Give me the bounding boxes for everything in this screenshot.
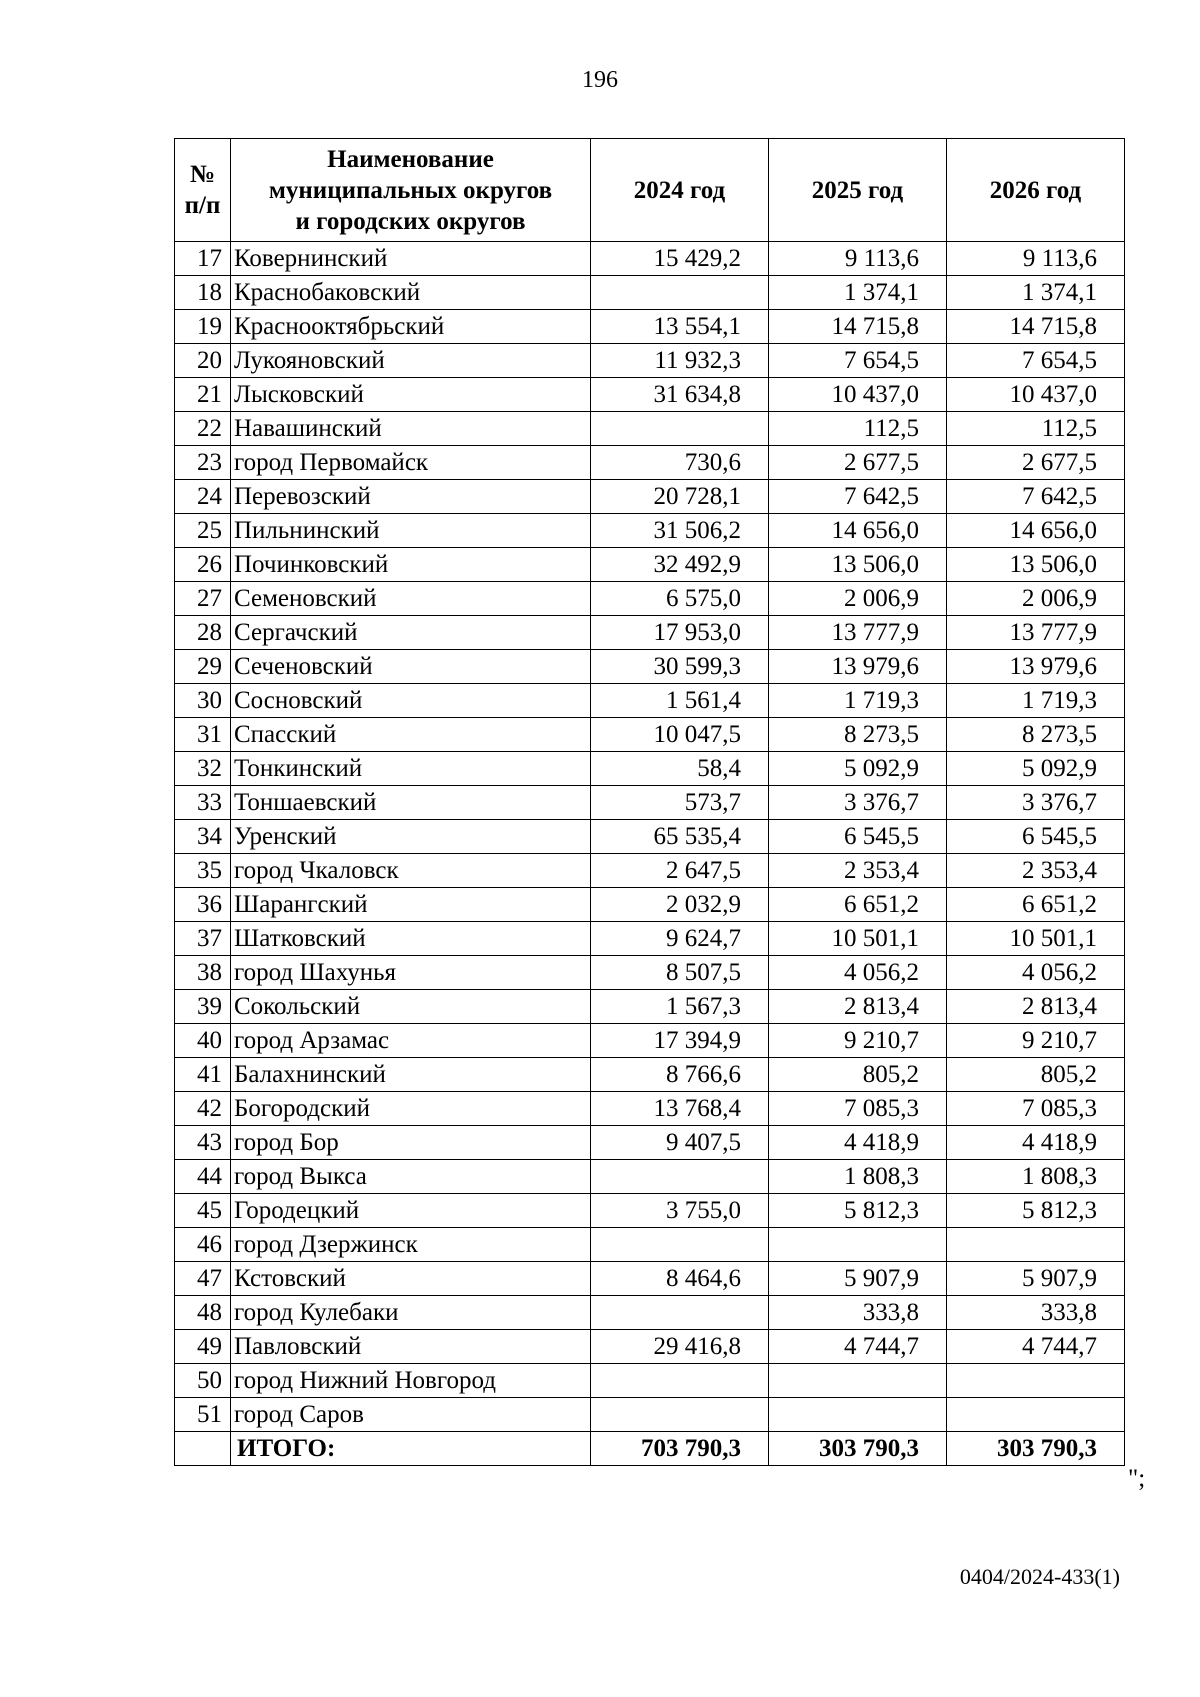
closing-quote-mark: "; [1128,1465,1146,1492]
municipality-name: Уренский [231,820,591,854]
municipality-name: город Шахунья [231,956,591,990]
table-row [175,446,1125,480]
value-2024: 2 647,5 [591,854,769,888]
total-2026: 303 790,3 [947,1432,1125,1466]
municipality-name: Перевозский [231,480,591,514]
municipality-name: Лысковский [231,378,591,412]
table-row [175,1194,1125,1228]
value-2024: 65 535,4 [591,820,769,854]
header-number-line-2: п/п [184,192,221,219]
value-2026: 10 437,0 [947,378,1125,412]
value-2024: 20 728,1 [591,480,769,514]
value-2025: 9 210,7 [769,1024,947,1058]
total-row [175,1432,1125,1466]
header-name-line-1: Наименование [327,145,494,173]
row-number: 49 [175,1330,231,1364]
value-2024 [591,1160,769,1194]
value-2026: 4 744,7 [947,1330,1125,1364]
value-2025: 5 092,9 [769,752,947,786]
municipality-name: Сеченовский [231,650,591,684]
row-number: 41 [175,1058,231,1092]
value-2026: 6 545,5 [947,820,1125,854]
row-number: 33 [175,786,231,820]
value-2025: 10 437,0 [769,378,947,412]
row-number: 42 [175,1092,231,1126]
value-2026: 4 418,9 [947,1126,1125,1160]
value-2025: 7 654,5 [769,344,947,378]
table-row [175,786,1125,820]
row-number: 35 [175,854,231,888]
municipality-name: Пильнинский [231,514,591,548]
municipality-name: Лукояновский [231,344,591,378]
value-2024: 573,7 [591,786,769,820]
value-2026: 9 210,7 [947,1024,1125,1058]
table-row [175,1296,1125,1330]
value-2026: 4 056,2 [947,956,1125,990]
row-number: 32 [175,752,231,786]
value-2025: 805,2 [769,1058,947,1092]
table-row [175,650,1125,684]
value-2026: 5 812,3 [947,1194,1125,1228]
value-2026: 6 651,2 [947,888,1125,922]
row-number: 25 [175,514,231,548]
value-2024: 8 464,6 [591,1262,769,1296]
table-row [175,242,1125,276]
value-2026: 14 715,8 [947,310,1125,344]
value-2024: 10 047,5 [591,718,769,752]
municipality-name: Сокольский [231,990,591,1024]
row-number: 31 [175,718,231,752]
municipality-name: Краснооктябрьский [231,310,591,344]
municipality-name: Балахнинский [231,1058,591,1092]
row-number: 29 [175,650,231,684]
value-2026: 13 777,9 [947,616,1125,650]
table-header [175,139,1125,242]
row-number: 27 [175,582,231,616]
value-2024: 1 567,3 [591,990,769,1024]
municipality-name: Кстовский [231,1262,591,1296]
total-label: ИТОГО: [231,1432,591,1466]
value-2025: 13 979,6 [769,650,947,684]
data-table [174,138,1125,1466]
table-row [175,1126,1125,1160]
municipality-name: город Арзамас [231,1024,591,1058]
municipality-name: Шатковский [231,922,591,956]
row-number: 34 [175,820,231,854]
municipality-name: Шарангский [231,888,591,922]
value-2024: 31 634,8 [591,378,769,412]
municipality-name: Спасский [231,718,591,752]
value-2024: 3 755,0 [591,1194,769,1228]
header-2026: 2026 год [947,139,1125,242]
table-row [175,1262,1125,1296]
row-number: 24 [175,480,231,514]
municipality-name: Сергачский [231,616,591,650]
value-2024: 9 624,7 [591,922,769,956]
municipality-name: город Дзержинск [231,1228,591,1262]
value-2024: 15 429,2 [591,242,769,276]
value-2024: 13 768,4 [591,1092,769,1126]
municipality-name: Семеновский [231,582,591,616]
table-row [175,344,1125,378]
value-2024: 32 492,9 [591,548,769,582]
value-2026: 2 006,9 [947,582,1125,616]
table-body [175,242,1125,1466]
value-2025: 14 656,0 [769,514,947,548]
table-row [175,412,1125,446]
value-2025: 2 006,9 [769,582,947,616]
municipality-name: Богородский [231,1092,591,1126]
table-row [175,956,1125,990]
value-2024: 30 599,3 [591,650,769,684]
value-2025: 4 418,9 [769,1126,947,1160]
value-2025: 3 376,7 [769,786,947,820]
table-row [175,514,1125,548]
value-2025: 1 808,3 [769,1160,947,1194]
table-row [175,820,1125,854]
table-row [175,582,1125,616]
row-number: 23 [175,446,231,480]
value-2025: 13 506,0 [769,548,947,582]
value-2025: 4 056,2 [769,956,947,990]
table-row [175,1330,1125,1364]
value-2024 [591,1296,769,1330]
value-2026: 7 085,3 [947,1092,1125,1126]
municipality-name: Краснобаковский [231,276,591,310]
table-row [175,1228,1125,1262]
municipality-name: город Чкаловск [231,854,591,888]
table-row [175,1364,1125,1398]
value-2025 [769,1228,947,1262]
table-row [175,616,1125,650]
value-2025: 9 113,6 [769,242,947,276]
value-2024: 8 766,6 [591,1058,769,1092]
value-2025: 6 545,5 [769,820,947,854]
value-2024: 11 932,3 [591,344,769,378]
row-number: 21 [175,378,231,412]
value-2026: 805,2 [947,1058,1125,1092]
total-number-cell [175,1432,231,1466]
value-2026: 2 813,4 [947,990,1125,1024]
header-row [175,139,1125,242]
value-2025: 2 353,4 [769,854,947,888]
row-number: 45 [175,1194,231,1228]
row-number: 30 [175,684,231,718]
row-number: 20 [175,344,231,378]
header-number [175,139,231,242]
row-number: 47 [175,1262,231,1296]
value-2024: 17 394,9 [591,1024,769,1058]
value-2025: 10 501,1 [769,922,947,956]
value-2025: 13 777,9 [769,616,947,650]
row-number: 51 [175,1398,231,1432]
value-2024 [591,276,769,310]
municipality-name: Тоншаевский [231,786,591,820]
table-row [175,1058,1125,1092]
row-number: 46 [175,1228,231,1262]
value-2026: 3 376,7 [947,786,1125,820]
value-2024: 13 554,1 [591,310,769,344]
value-2025: 6 651,2 [769,888,947,922]
total-2024: 703 790,3 [591,1432,769,1466]
value-2024: 730,6 [591,446,769,480]
value-2026: 7 642,5 [947,480,1125,514]
value-2025: 4 744,7 [769,1330,947,1364]
value-2026: 1 719,3 [947,684,1125,718]
table-row [175,1398,1125,1432]
row-number: 37 [175,922,231,956]
value-2024: 9 407,5 [591,1126,769,1160]
value-2025: 2 813,4 [769,990,947,1024]
value-2024: 2 032,9 [591,888,769,922]
table-row [175,922,1125,956]
municipality-name: город Бор [231,1126,591,1160]
value-2025: 112,5 [769,412,947,446]
header-number-line-1: № [189,161,216,188]
value-2026: 5 092,9 [947,752,1125,786]
value-2025: 333,8 [769,1296,947,1330]
table-row [175,1160,1125,1194]
value-2026: 1 808,3 [947,1160,1125,1194]
value-2025: 14 715,8 [769,310,947,344]
row-number: 50 [175,1364,231,1398]
value-2024: 8 507,5 [591,956,769,990]
table-row [175,1024,1125,1058]
municipality-name: город Выкса [231,1160,591,1194]
value-2024: 6 575,0 [591,582,769,616]
value-2026: 2 677,5 [947,446,1125,480]
row-number: 48 [175,1296,231,1330]
row-number: 43 [175,1126,231,1160]
value-2026: 7 654,5 [947,344,1125,378]
value-2025: 8 273,5 [769,718,947,752]
value-2026: 8 273,5 [947,718,1125,752]
header-name-line-3: и городских округов [295,207,526,235]
table-row [175,888,1125,922]
row-number: 38 [175,956,231,990]
value-2024: 17 953,0 [591,616,769,650]
table-row [175,752,1125,786]
value-2026: 112,5 [947,412,1125,446]
header-2024: 2024 год [591,139,769,242]
document-number: 0404/2024-433(1) [959,1564,1120,1589]
value-2026: 13 979,6 [947,650,1125,684]
value-2026 [947,1364,1125,1398]
value-2026: 333,8 [947,1296,1125,1330]
row-number: 36 [175,888,231,922]
value-2025: 1 719,3 [769,684,947,718]
table-row [175,990,1125,1024]
municipality-name: Ковернинский [231,242,591,276]
value-2024 [591,1228,769,1262]
municipality-name: Тонкинский [231,752,591,786]
page-number: 196 [582,67,618,93]
value-2026: 13 506,0 [947,548,1125,582]
municipality-name: город Первомайск [231,446,591,480]
table-row [175,378,1125,412]
municipality-name: Сосновский [231,684,591,718]
municipality-name: город Кулебаки [231,1296,591,1330]
total-2025: 303 790,3 [769,1432,947,1466]
value-2026 [947,1228,1125,1262]
municipality-name: Починковский [231,548,591,582]
table-row [175,276,1125,310]
table-row [175,310,1125,344]
row-number: 22 [175,412,231,446]
municipality-name: город Саров [231,1398,591,1432]
row-number: 28 [175,616,231,650]
value-2024: 1 561,4 [591,684,769,718]
value-2024: 58,4 [591,752,769,786]
row-number: 18 [175,276,231,310]
header-2025: 2025 год [769,139,947,242]
value-2026: 1 374,1 [947,276,1125,310]
table-row [175,548,1125,582]
municipality-name: Навашинский [231,412,591,446]
table-row [175,1092,1125,1126]
value-2025 [769,1364,947,1398]
value-2025: 1 374,1 [769,276,947,310]
value-2024 [591,1364,769,1398]
header-name [231,139,591,242]
table-row [175,480,1125,514]
value-2024: 31 506,2 [591,514,769,548]
table-row [175,684,1125,718]
table-row [175,854,1125,888]
value-2026: 5 907,9 [947,1262,1125,1296]
value-2025: 5 907,9 [769,1262,947,1296]
value-2026: 14 656,0 [947,514,1125,548]
row-number: 39 [175,990,231,1024]
table-row [175,718,1125,752]
value-2024 [591,1398,769,1432]
row-number: 17 [175,242,231,276]
municipality-name: город Нижний Новгород [231,1364,591,1398]
value-2025: 7 642,5 [769,480,947,514]
value-2025: 5 812,3 [769,1194,947,1228]
value-2025 [769,1398,947,1432]
value-2026 [947,1398,1125,1432]
value-2026: 9 113,6 [947,242,1125,276]
row-number: 26 [175,548,231,582]
value-2026: 10 501,1 [947,922,1125,956]
header-name-line-2: муниципальных округов [268,176,553,204]
row-number: 40 [175,1024,231,1058]
row-number: 44 [175,1160,231,1194]
value-2026: 2 353,4 [947,854,1125,888]
value-2025: 2 677,5 [769,446,947,480]
municipality-name: Павловский [231,1330,591,1364]
value-2024 [591,412,769,446]
value-2024: 29 416,8 [591,1330,769,1364]
municipality-name: Городецкий [231,1194,591,1228]
value-2025: 7 085,3 [769,1092,947,1126]
row-number: 19 [175,310,231,344]
